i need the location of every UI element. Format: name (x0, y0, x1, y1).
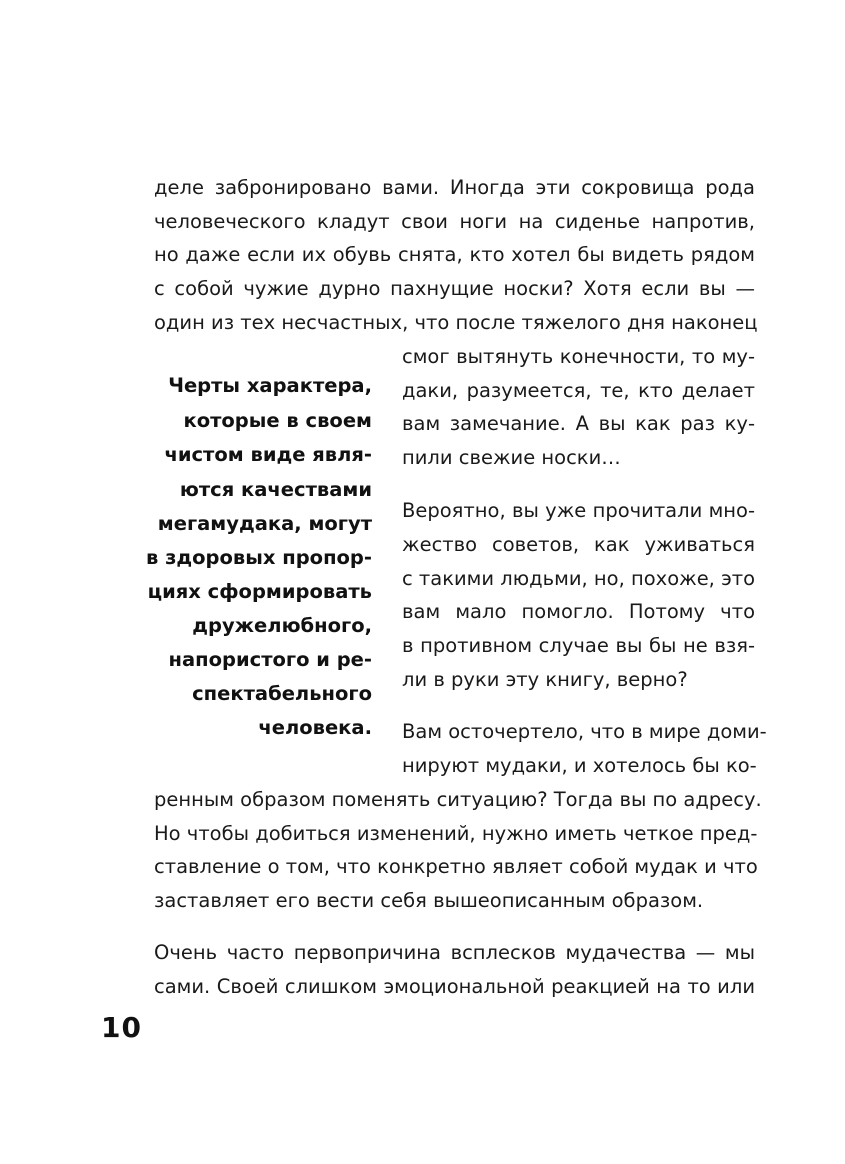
body-text-line: вам мало помогло. Потому что (402, 600, 755, 623)
pull-quote-line: дружелюбного, (192, 614, 372, 637)
pull-quote-line: в здоровых пропор- (145, 546, 372, 569)
body-text-line: пили свежие носки… (402, 446, 621, 469)
pull-quote-line: ются качествами (179, 478, 372, 501)
body-text-line: ставление о том, что конкретно являет собой мудак и что (154, 855, 758, 878)
pull-quote-line: которые в своем (183, 409, 372, 432)
body-text-line: Очень часто первопричина всплесков мудачества — мы (154, 941, 755, 964)
pull-quote-line: циях сформировать (147, 580, 372, 603)
body-text-line: жество советов, как уживаться (402, 533, 755, 556)
pull-quote-line: человека. (258, 716, 372, 739)
body-text-line: даки, разумеется, те, кто делает (402, 379, 755, 402)
body-text-line: человеческого кладут свои ноги на сиденье напротив, (154, 210, 755, 233)
body-text-line: с такими людьми, но, похоже, это (402, 567, 756, 590)
body-text-line: Но чтобы добиться изменений, нужно иметь четкое пред- (154, 822, 758, 845)
body-text-line: но даже если их обувь снята, кто хотел бы видеть рядом (154, 243, 755, 266)
body-text-line: Вероятно, вы уже прочитали мно- (402, 499, 755, 522)
pull-quote-line: чистом виде явля- (164, 443, 372, 466)
pull-quote-line: мегамудака, могут (157, 512, 372, 535)
body-text-line: сами. Своей слишком эмоциональной реакцией на то или (154, 975, 755, 998)
body-text-line: заставляет его вести себя вышеописанным образом. (154, 889, 704, 912)
pull-quote-line: Черты характера, (168, 374, 372, 397)
body-text-line: в противном случае вы бы не взя- (402, 634, 755, 657)
body-text-line: деле забронировано вами. Иногда эти сокровища рода (154, 176, 755, 199)
body-text-line: с собой чужие дурно пахнущие носки? Хотя если вы — (154, 277, 755, 300)
pull-quote-line: напористого и ре- (168, 648, 372, 671)
body-text-line: вам замечание. А вы как раз ку- (402, 412, 755, 435)
body-text-line: ренным образом поменять ситуацию? Тогда вы по адресу. (154, 788, 762, 811)
body-text-line: нируют мудаки, и хотелось бы ко- (402, 754, 757, 777)
page-number: 10 (101, 1011, 142, 1044)
body-text-line: один из тех несчастных, что после тяжелого дня наконец (154, 311, 758, 334)
body-text-line: ли в руки эту книгу, верно? (402, 668, 688, 691)
body-text-line: смог вытянуть конечности, то му- (402, 345, 755, 368)
pull-quote-line: спектабельного (192, 682, 372, 705)
body-text-line: Вам осточертело, что в мире доми- (402, 720, 767, 743)
